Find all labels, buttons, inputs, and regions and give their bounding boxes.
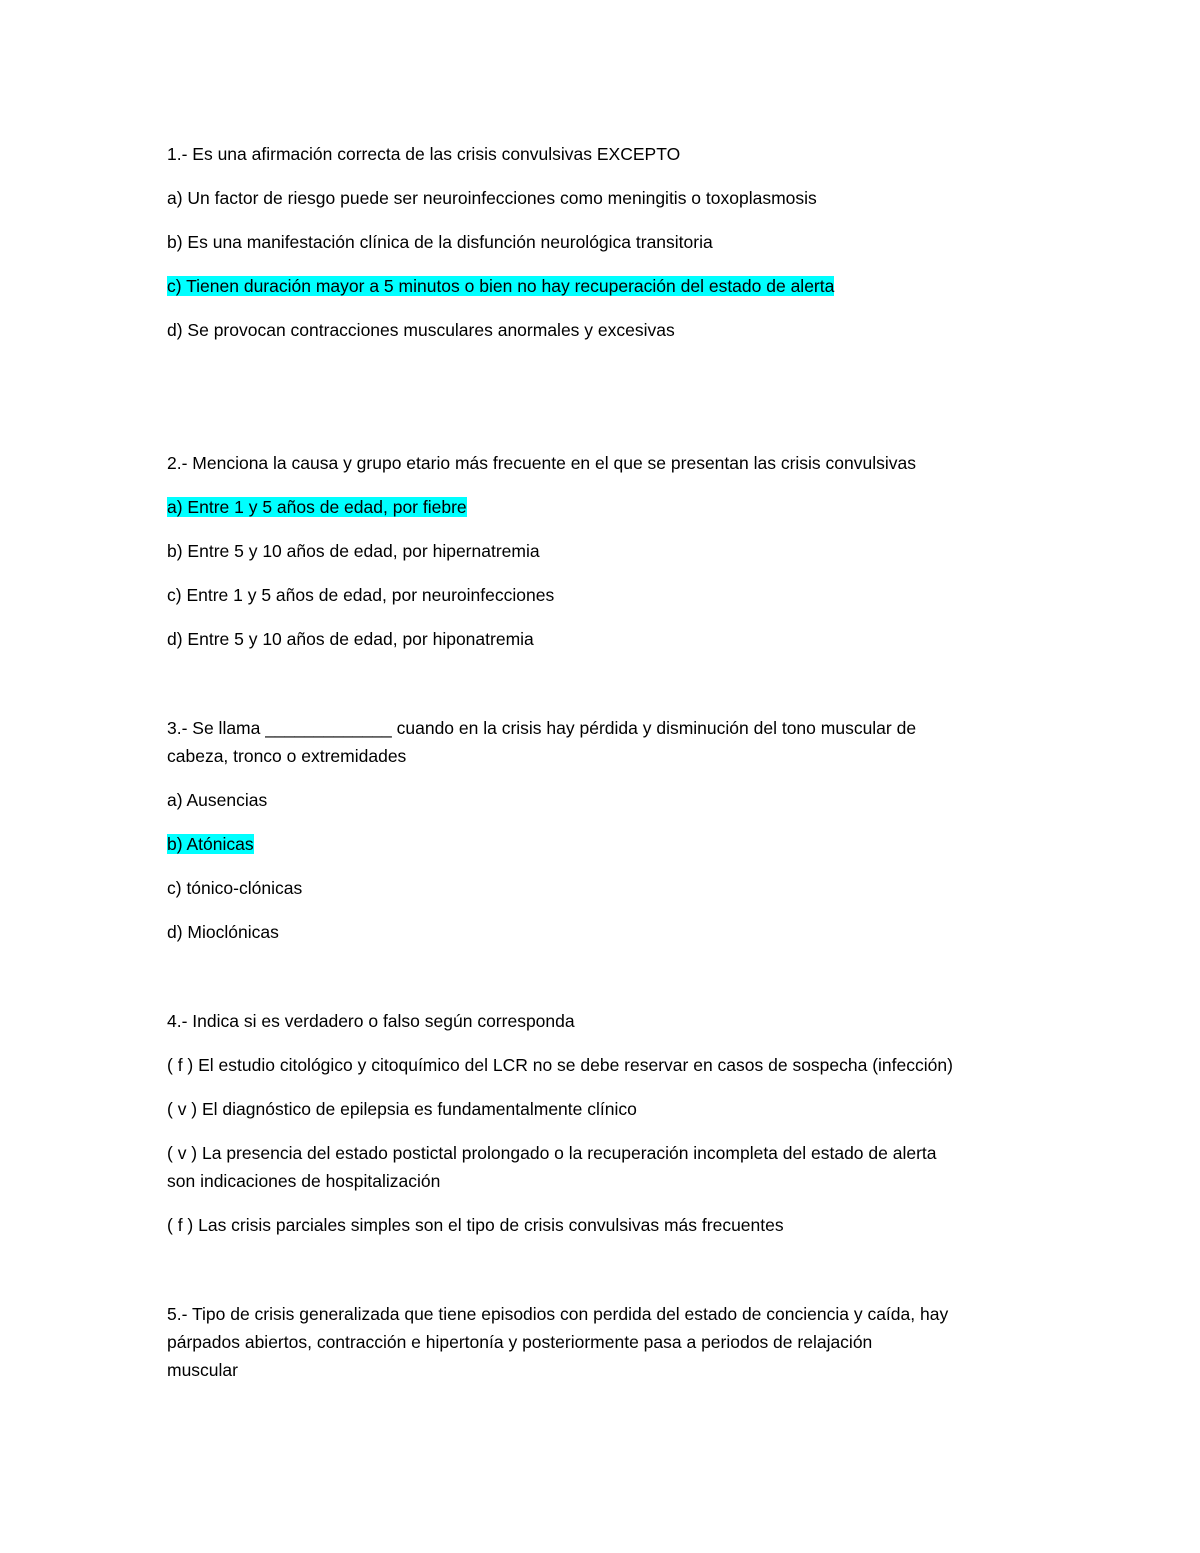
question-1-option-c-answer <box>167 275 834 297</box>
question-4-item-4: ( f ) Las crisis parciales simples son el tipo de crisis convulsivas más frecuentes <box>167 1215 784 1235</box>
question-4-prompt: 4.- Indica si es verdadero o falso según corresponda <box>167 1011 575 1031</box>
question-2-option-b: b) Entre 5 y 10 años de edad, por hipernatremia <box>167 541 540 561</box>
question-2-option-d: d) Entre 5 y 10 años de edad, por hiponatremia <box>167 629 534 649</box>
question-5-prompt-line2: párpados abiertos, contracción e hipertonía y posteriormente pasa a periodos de relajación <box>167 1332 873 1352</box>
question-4-item-3-line1: ( v ) La presencia del estado postictal prolongado o la recuperación incompleta del estado de alerta <box>167 1143 937 1163</box>
question-4-item-2: ( v ) El diagnóstico de epilepsia es fundamentalmente clínico <box>167 1099 637 1119</box>
answer-highlight: c) Tienen duración mayor a 5 minutos o bien no hay recuperación del estado de alerta <box>167 276 835 296</box>
question-1-option-a: a) Un factor de riesgo puede ser neuroinfecciones como meningitis o toxoplasmosis <box>167 188 817 208</box>
question-5-prompt-line1: 5.- Tipo de crisis generalizada que tiene episodios con perdida del estado de conciencia y caída, hay <box>167 1304 949 1324</box>
question-1-option-d: d) Se provocan contracciones musculares anormales y excesivas <box>167 320 675 340</box>
question-3-option-a: a) Ausencias <box>167 790 268 810</box>
question-2-prompt: 2.- Menciona la causa y grupo etario más frecuente en el que se presentan las crisis convulsivas <box>167 453 917 473</box>
question-3-prompt-line1: 3.- Se llama _____________ cuando en la crisis hay pérdida y disminución del tono muscular de <box>167 718 917 738</box>
question-3-prompt-line2: cabeza, tronco o extremidades <box>167 746 407 766</box>
question-3-option-c: c) tónico-clónicas <box>167 878 303 898</box>
question-4-item-3-line2: son indicaciones de hospitalización <box>167 1171 441 1191</box>
question-5-prompt-line3: muscular <box>167 1360 238 1380</box>
question-2-option-c: c) Entre 1 y 5 años de edad, por neuroinfecciones <box>167 585 555 605</box>
question-4-item-1: ( f ) El estudio citológico y citoquímico del LCR no se debe reservar en casos de sospecha (infección) <box>167 1055 953 1075</box>
question-1-option-b: b) Es una manifestación clínica de la disfunción neurológica transitoria <box>167 232 713 252</box>
answer-highlight: a) Entre 1 y 5 años de edad, por fiebre <box>167 497 467 517</box>
question-3-option-d: d) Mioclónicas <box>167 922 279 942</box>
question-2-option-a-answer <box>167 496 467 518</box>
document-page <box>167 0 1042 1553</box>
answer-highlight: b) Atónicas <box>167 834 254 854</box>
question-1-prompt: 1.- Es una afirmación correcta de las crisis convulsivas EXCEPTO <box>167 144 681 164</box>
question-3-option-b-answer <box>167 833 254 855</box>
